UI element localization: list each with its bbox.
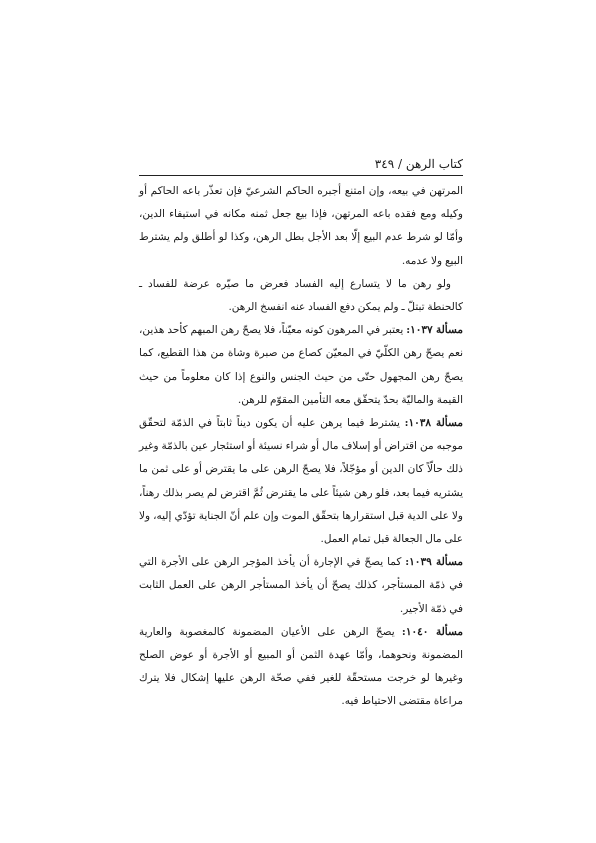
issue-label: مسألة ١٠٣٨:	[404, 417, 463, 430]
page-body	[139, 180, 463, 714]
issue-1039	[139, 551, 463, 621]
issue-text: يصحّ الرهن على الأعيان المضمونة كالمغصوبة والعارية المضمونة ونحوهما، وأمّا عهدة الثمن أو المبيع أو الأجرة أو عوض الصلح وغيرها لو خرجت مستحقّة للغير ففي صحّة الرهن عليها إشكال فلا يترك مراعاة مقتضى الاحتياط فيه.	[139, 625, 463, 708]
issue-1040	[139, 621, 463, 714]
issue-label: مسألة ١٠٣٧:	[406, 324, 463, 337]
issue-label: مسألة ١٠٣٩:	[405, 556, 463, 569]
issue-1037	[139, 319, 463, 412]
running-title: كتاب الرهن / ٣٤٩	[374, 157, 463, 171]
issue-text: يعتبر في المرهون كونه معيّناً، فلا يصحّ رهن المبهم كأحد هذين، نعم يصحّ رهن الكلّيّ في المعيّن كصاع من صبرة وشاة من هذا القطيع، كما يصحّ رهن المجهول حتّى من حيث الجنس والنوع إذا كان معلوماً من حيث القيمة والماليّة بحدّ يتحقّق معه التأمين المقوّم للرهن.	[139, 324, 463, 406]
header-divider	[139, 175, 463, 176]
paragraph-text: ولو رهن ما لا يتسارع إليه الفساد فعرض ما صيّره عرضة للفساد ـ كالحنطة تبتلّ ـ ولم يمكن دفع الفساد عنه انفسخ الرهن.	[139, 277, 463, 314]
paragraph-2	[139, 273, 463, 319]
paragraph-text: المرتهن في بيعه، وإن امتنع أجبره الحاكم الشرعيّ فإن تعذّر باعه الحاكم أو وكيله ومع فقده باعه المرتهن، فإذا بيع جعل ثمنه مكانه في استيفاء الدين، وأمّا لو شرط عدم البيع إلّا بعد الأجل بطل الرهن، وكذا لو أطلق ولم يشترط البيع ولا عدمه.	[139, 185, 463, 267]
paragraph-1	[139, 180, 463, 273]
issue-text: كما يصحّ في الإجارة أن يأخذ المؤجر الرهن على الأجرة التي في ذمّة المستأجر، كذلك يصحّ أن يأخذ المستأجر الرهن على العمل الثابت في ذمّة الأجير.	[139, 556, 463, 615]
page-header	[139, 154, 463, 176]
issue-label: مسألة ١٠٤٠:	[401, 625, 463, 638]
issue-1038	[139, 412, 463, 551]
issue-text: يشترط فيما يرهن عليه أن يكون ديناً ثابتاً في الذمّة لتحقّق موجبه من اقتراض أو إسلاف مال أو شراء نسيئة أو استئجار عين بالذمّة وغير ذلك حالّاً كان الدين أو مؤجّلاً، فلا يصحّ الرهن على ما يقترض أو على ثمن ما يشتريه فيما بعد، فلو رهن شيئاً على ما يقترض ثُمَّ اقترض لم يصر بذلك رهناً، ولا على الدية قبل استقرارها بتحقّق الموت وإن علم أنّ الجناية تؤدّي إليه، ولا على مال الجعالة قبل تمام العمل.	[139, 417, 463, 546]
